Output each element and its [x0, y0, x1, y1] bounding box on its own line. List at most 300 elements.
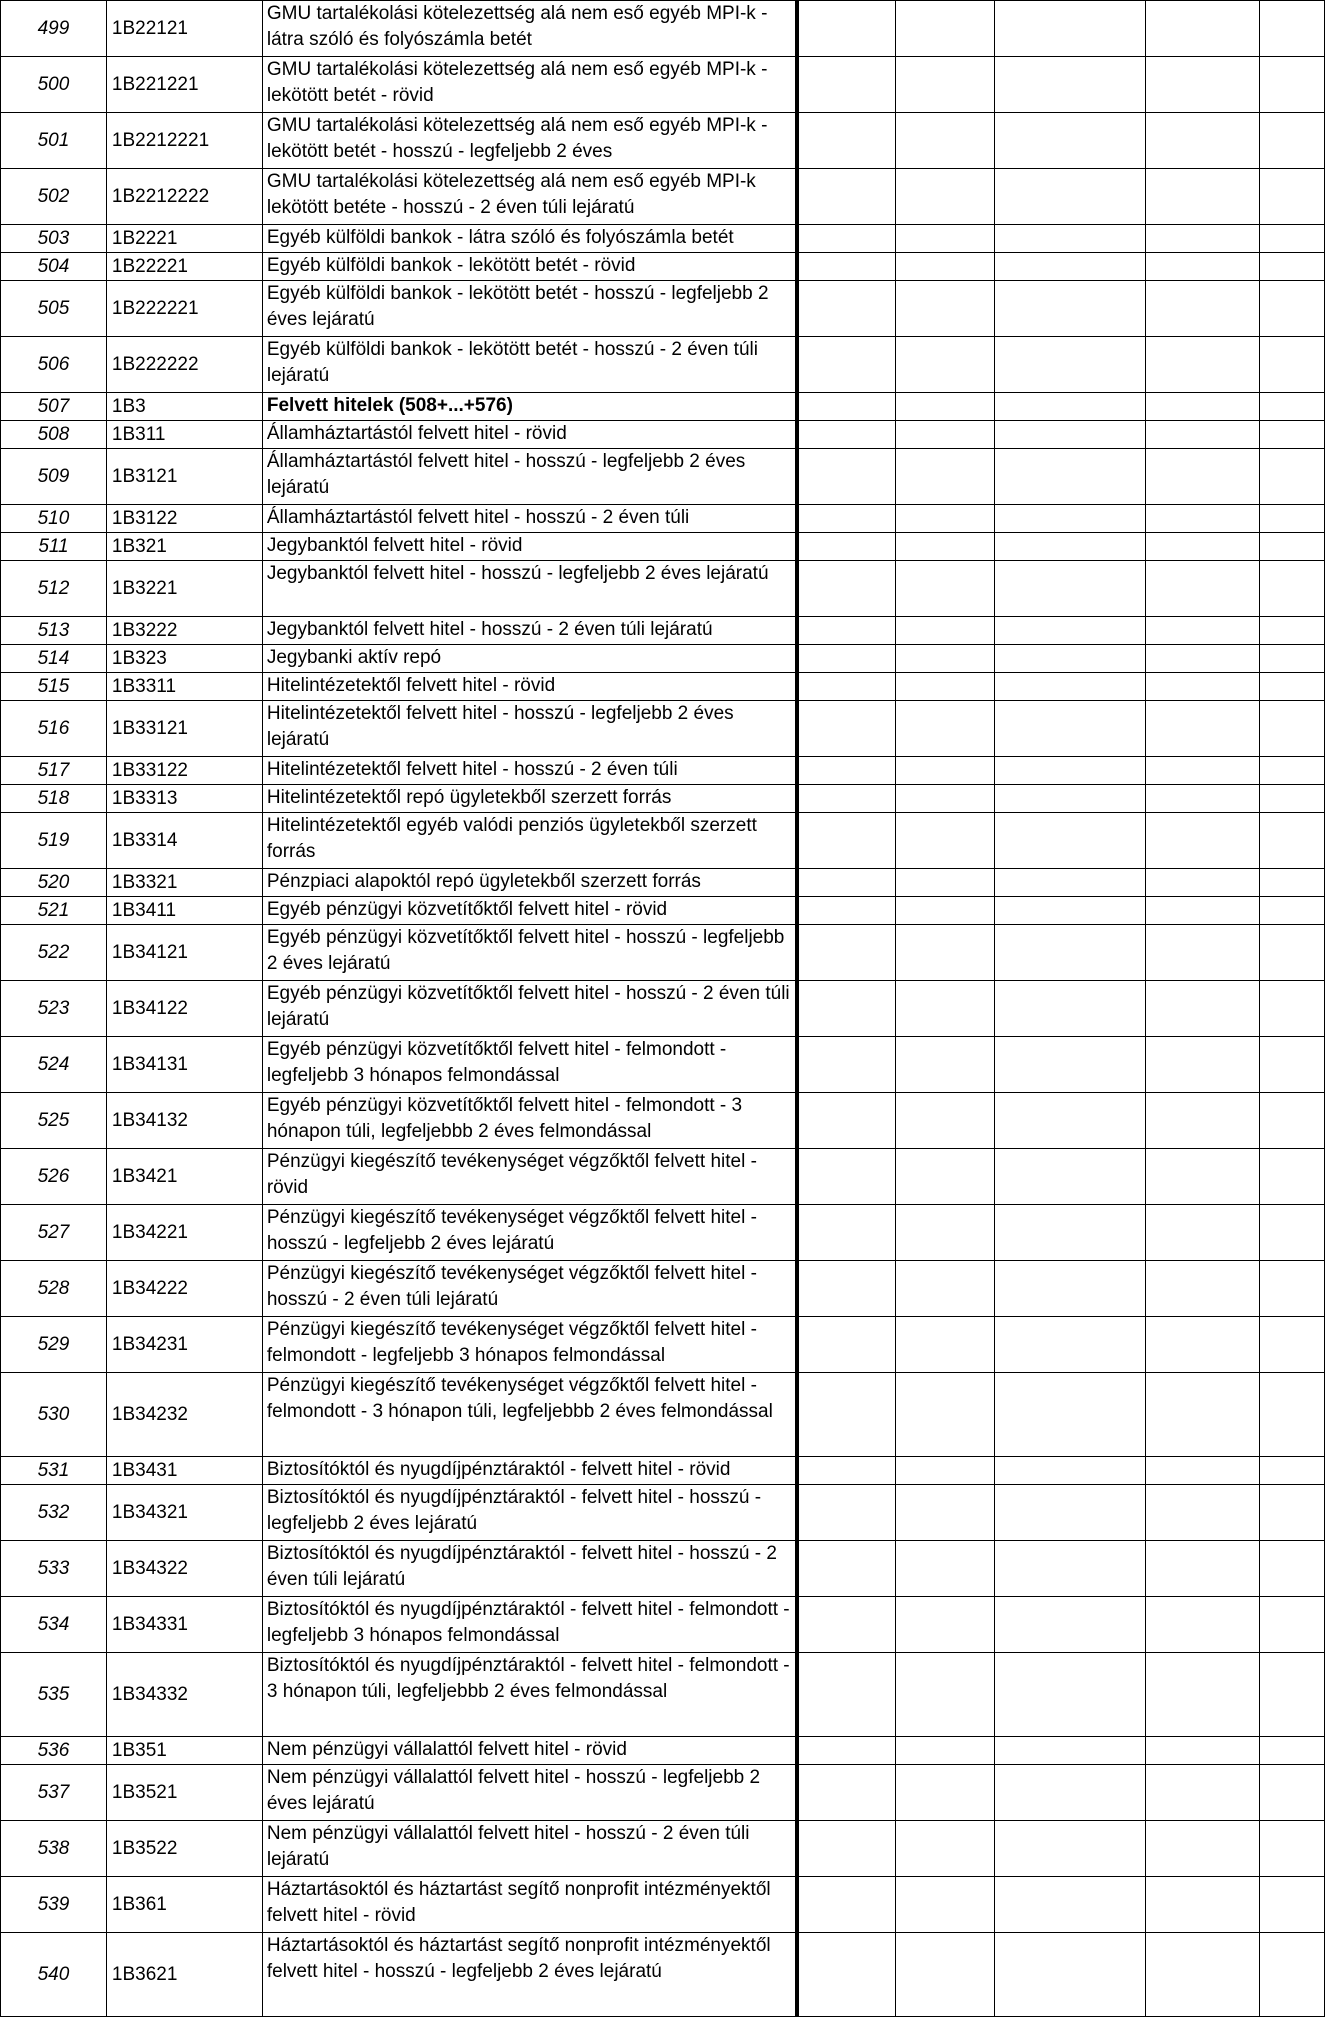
row-description: GMU tartalékolási kötelezettség alá nem eső egyéb MPI-k - lekötött betét - hosszú - legfeljebb 2 éves [262, 113, 797, 169]
row-number: 515 [1, 673, 107, 701]
row-number: 533 [1, 1541, 107, 1597]
table-row [1, 1765, 1325, 1821]
account-code: 1B34221 [106, 1205, 262, 1261]
row-description: Háztartásoktól és háztartást segítő nonprofit intézményektől felvett hitel - rövid [262, 1877, 797, 1933]
row-number: 537 [1, 1765, 107, 1821]
value-cell [1260, 1, 1325, 57]
value-cell [896, 673, 995, 701]
account-code: 1B3411 [106, 897, 262, 925]
value-cell [1146, 1373, 1260, 1457]
value-cell [1260, 449, 1325, 505]
value-cell [1146, 1093, 1260, 1149]
value-cell [995, 561, 1146, 617]
row-number: 506 [1, 337, 107, 393]
account-code: 1B22121 [106, 1, 262, 57]
value-cell [995, 253, 1146, 281]
row-number: 519 [1, 813, 107, 869]
value-cell [1146, 1037, 1260, 1093]
account-code: 1B3222 [106, 617, 262, 645]
value-cell [1146, 169, 1260, 225]
value-cell [797, 1821, 896, 1877]
row-description: Jegybanktól felvett hitel - rövid [262, 533, 797, 561]
value-cell [1260, 757, 1325, 785]
value-cell [797, 617, 896, 645]
table-row [1, 1149, 1325, 1205]
value-cell [995, 337, 1146, 393]
table-row [1, 617, 1325, 645]
value-cell [1146, 1205, 1260, 1261]
value-cell [896, 1261, 995, 1317]
value-cell [1146, 785, 1260, 813]
row-number: 521 [1, 897, 107, 925]
value-cell [995, 1149, 1146, 1205]
value-cell [995, 1317, 1146, 1373]
table-row [1, 1653, 1325, 1737]
value-cell [896, 1093, 995, 1149]
value-cell [896, 1317, 995, 1373]
value-cell [995, 869, 1146, 897]
value-cell [1146, 1597, 1260, 1653]
row-description: Pénzügyi kiegészítő tevékenységet végzőktől felvett hitel - felmondott - legfeljebb 3 hónapos felmondással [262, 1317, 797, 1373]
row-number: 501 [1, 113, 107, 169]
account-code: 1B34132 [106, 1093, 262, 1149]
value-cell [995, 1037, 1146, 1093]
table-row [1, 1, 1325, 57]
account-code: 1B2212221 [106, 113, 262, 169]
value-cell [1260, 533, 1325, 561]
value-cell [1260, 1765, 1325, 1821]
value-cell [896, 1149, 995, 1205]
row-description: Háztartásoktól és háztartást segítő nonprofit intézményektől felvett hitel - hosszú - legfeljebb 2 éves lejáratú [262, 1933, 797, 2017]
account-code: 1B221221 [106, 57, 262, 113]
row-number: 523 [1, 981, 107, 1037]
account-code: 1B3314 [106, 813, 262, 869]
value-cell [797, 897, 896, 925]
account-code: 1B2212222 [106, 169, 262, 225]
value-cell [1260, 1261, 1325, 1317]
table-body [1, 1, 1325, 2017]
row-description: Egyéb pénzügyi közvetítőktől felvett hitel - hosszú - 2 éven túli lejáratú [262, 981, 797, 1037]
row-description: Államháztartástól felvett hitel - hosszú - legfeljebb 2 éves lejáratú [262, 449, 797, 505]
account-code: 1B3431 [106, 1457, 262, 1485]
value-cell [1260, 337, 1325, 393]
value-cell [1260, 1877, 1325, 1933]
value-cell [1260, 561, 1325, 617]
value-cell [896, 421, 995, 449]
value-cell [1260, 925, 1325, 981]
value-cell [797, 1597, 896, 1653]
row-number: 530 [1, 1373, 107, 1457]
value-cell [797, 1093, 896, 1149]
row-description: Jegybanki aktív repó [262, 645, 797, 673]
row-number: 505 [1, 281, 107, 337]
value-cell [896, 1737, 995, 1765]
account-code: 1B2221 [106, 225, 262, 253]
value-cell [1146, 701, 1260, 757]
value-cell [1146, 673, 1260, 701]
table-row [1, 1373, 1325, 1457]
row-description: Nem pénzügyi vállalattól felvett hitel - rövid [262, 1737, 797, 1765]
value-cell [1260, 1457, 1325, 1485]
account-code: 1B321 [106, 533, 262, 561]
value-cell [896, 1485, 995, 1541]
value-cell [797, 673, 896, 701]
table-row [1, 1205, 1325, 1261]
value-cell [1260, 421, 1325, 449]
table-row [1, 225, 1325, 253]
value-cell [995, 701, 1146, 757]
row-number: 512 [1, 561, 107, 617]
value-cell [995, 813, 1146, 869]
value-cell [797, 421, 896, 449]
row-number: 540 [1, 1933, 107, 2017]
value-cell [995, 673, 1146, 701]
value-cell [797, 1485, 896, 1541]
value-cell [896, 701, 995, 757]
value-cell [995, 1597, 1146, 1653]
row-number: 525 [1, 1093, 107, 1149]
value-cell [995, 981, 1146, 1037]
account-code: 1B3311 [106, 673, 262, 701]
value-cell [1260, 673, 1325, 701]
value-cell [896, 981, 995, 1037]
value-cell [797, 869, 896, 897]
row-number: 511 [1, 533, 107, 561]
table-row [1, 1737, 1325, 1765]
row-description: Hitelintézetektől felvett hitel - hosszú - legfeljebb 2 éves lejáratú [262, 701, 797, 757]
row-description: Jegybanktól felvett hitel - hosszú - legfeljebb 2 éves lejáratú [262, 561, 797, 617]
value-cell [995, 1373, 1146, 1457]
account-code: 1B222221 [106, 281, 262, 337]
table-row [1, 645, 1325, 673]
value-cell [1146, 533, 1260, 561]
value-cell [1260, 897, 1325, 925]
value-cell [995, 533, 1146, 561]
row-number: 528 [1, 1261, 107, 1317]
account-code: 1B33121 [106, 701, 262, 757]
value-cell [797, 785, 896, 813]
value-cell [797, 1877, 896, 1933]
value-cell [896, 897, 995, 925]
account-code: 1B3522 [106, 1821, 262, 1877]
value-cell [797, 1317, 896, 1373]
table-row [1, 1541, 1325, 1597]
value-cell [1260, 813, 1325, 869]
value-cell [1260, 1037, 1325, 1093]
value-cell [1260, 281, 1325, 337]
value-cell [1146, 1821, 1260, 1877]
value-cell [896, 1933, 995, 2017]
table-row [1, 701, 1325, 757]
row-description: Pénzügyi kiegészítő tevékenységet végzőktől felvett hitel - rövid [262, 1149, 797, 1205]
row-description: Felvett hitelek (508+...+576) [262, 393, 797, 421]
table-row [1, 337, 1325, 393]
value-cell [1260, 1597, 1325, 1653]
value-cell [1260, 505, 1325, 533]
value-cell [797, 253, 896, 281]
value-cell [1146, 1457, 1260, 1485]
account-code: 1B351 [106, 1737, 262, 1765]
account-code: 1B323 [106, 645, 262, 673]
account-code: 1B34232 [106, 1373, 262, 1457]
row-description: Egyéb pénzügyi közvetítőktől felvett hitel - rövid [262, 897, 797, 925]
row-description: Hitelintézetektől repó ügyletekből szerzett forrás [262, 785, 797, 813]
table-row [1, 393, 1325, 421]
table-row [1, 981, 1325, 1037]
row-number: 527 [1, 1205, 107, 1261]
value-cell [1146, 869, 1260, 897]
value-cell [1146, 1485, 1260, 1541]
value-cell [1260, 1933, 1325, 2017]
table-row [1, 897, 1325, 925]
value-cell [797, 1653, 896, 1737]
value-cell [995, 785, 1146, 813]
value-cell [896, 449, 995, 505]
account-code: 1B3313 [106, 785, 262, 813]
value-cell [995, 57, 1146, 113]
table-row [1, 561, 1325, 617]
value-cell [1260, 393, 1325, 421]
row-description: Biztosítóktól és nyugdíjpénztáraktól - felvett hitel - hosszú - 2 éven túli lejáratú [262, 1541, 797, 1597]
value-cell [1146, 253, 1260, 281]
value-cell [1146, 505, 1260, 533]
account-code: 1B34131 [106, 1037, 262, 1093]
value-cell [1146, 1877, 1260, 1933]
value-cell [1146, 1541, 1260, 1597]
value-cell [1260, 1541, 1325, 1597]
table-row [1, 505, 1325, 533]
value-cell [1146, 925, 1260, 981]
value-cell [1146, 561, 1260, 617]
value-cell [995, 925, 1146, 981]
row-number: 507 [1, 393, 107, 421]
value-cell [1146, 225, 1260, 253]
value-cell [995, 1541, 1146, 1597]
row-description: Államháztartástól felvett hitel - hosszú - 2 éven túli [262, 505, 797, 533]
table-row [1, 533, 1325, 561]
table-row [1, 1933, 1325, 2017]
row-number: 508 [1, 421, 107, 449]
value-cell [896, 645, 995, 673]
table-row [1, 1093, 1325, 1149]
row-description: Pénzpiaci alapoktól repó ügyletekből szerzett forrás [262, 869, 797, 897]
value-cell [1260, 169, 1325, 225]
value-cell [995, 1737, 1146, 1765]
value-cell [1146, 113, 1260, 169]
value-cell [1146, 421, 1260, 449]
value-cell [995, 1877, 1146, 1933]
value-cell [896, 1541, 995, 1597]
value-cell [797, 1541, 896, 1597]
value-cell [797, 925, 896, 981]
row-description: GMU tartalékolási kötelezettség alá nem eső egyéb MPI-k lekötött betéte - hosszú - 2 éven túli lejáratú [262, 169, 797, 225]
account-code: 1B3321 [106, 869, 262, 897]
row-number: 526 [1, 1149, 107, 1205]
account-code: 1B34322 [106, 1541, 262, 1597]
account-code: 1B3 [106, 393, 262, 421]
row-number: 503 [1, 225, 107, 253]
value-cell [797, 281, 896, 337]
value-cell [1260, 57, 1325, 113]
value-cell [1146, 337, 1260, 393]
value-cell [1146, 757, 1260, 785]
table-row [1, 869, 1325, 897]
value-cell [995, 1765, 1146, 1821]
row-description: Egyéb külföldi bankok - lekötött betét - hosszú - legfeljebb 2 éves lejáratú [262, 281, 797, 337]
table-row [1, 1597, 1325, 1653]
value-cell [995, 1, 1146, 57]
row-number: 535 [1, 1653, 107, 1737]
account-code: 1B361 [106, 1877, 262, 1933]
value-cell [1260, 113, 1325, 169]
row-description: Nem pénzügyi vállalattól felvett hitel - hosszú - legfeljebb 2 éves lejáratú [262, 1765, 797, 1821]
value-cell [1260, 785, 1325, 813]
value-cell [797, 225, 896, 253]
table-row [1, 757, 1325, 785]
value-cell [797, 1149, 896, 1205]
row-number: 514 [1, 645, 107, 673]
account-code: 1B3221 [106, 561, 262, 617]
row-description: Egyéb külföldi bankok - lekötött betét - rövid [262, 253, 797, 281]
value-cell [896, 505, 995, 533]
value-cell [797, 813, 896, 869]
row-number: 531 [1, 1457, 107, 1485]
value-cell [995, 169, 1146, 225]
value-cell [995, 393, 1146, 421]
row-description: Biztosítóktól és nyugdíjpénztáraktól - felvett hitel - hosszú - legfeljebb 2 éves lejáratú [262, 1485, 797, 1541]
row-number: 539 [1, 1877, 107, 1933]
value-cell [797, 981, 896, 1037]
value-cell [1260, 1317, 1325, 1373]
row-description: Egyéb pénzügyi közvetítőktől felvett hitel - hosszú - legfeljebb 2 éves lejáratú [262, 925, 797, 981]
row-number: 536 [1, 1737, 107, 1765]
value-cell [797, 645, 896, 673]
value-cell [797, 1261, 896, 1317]
value-cell [896, 925, 995, 981]
account-code: 1B34331 [106, 1597, 262, 1653]
table-row [1, 1485, 1325, 1541]
table-row [1, 673, 1325, 701]
row-description: Biztosítóktól és nyugdíjpénztáraktól - felvett hitel - rövid [262, 1457, 797, 1485]
row-description: Egyéb külföldi bankok - látra szóló és folyószámla betét [262, 225, 797, 253]
row-description: Hitelintézetektől felvett hitel - rövid [262, 673, 797, 701]
value-cell [797, 561, 896, 617]
row-number: 517 [1, 757, 107, 785]
value-cell [995, 1093, 1146, 1149]
row-description: Pénzügyi kiegészítő tevékenységet végzőktől felvett hitel - hosszú - 2 éven túli lejáratú [262, 1261, 797, 1317]
row-number: 510 [1, 505, 107, 533]
value-cell [995, 645, 1146, 673]
table-row [1, 1261, 1325, 1317]
row-number: 532 [1, 1485, 107, 1541]
account-code: 1B34321 [106, 1485, 262, 1541]
value-cell [995, 757, 1146, 785]
value-cell [896, 1597, 995, 1653]
value-cell [896, 281, 995, 337]
account-code: 1B3521 [106, 1765, 262, 1821]
value-cell [1260, 701, 1325, 757]
value-cell [896, 169, 995, 225]
value-cell [1260, 1149, 1325, 1205]
value-cell [896, 813, 995, 869]
row-description: Pénzügyi kiegészítő tevékenységet végzőktől felvett hitel - felmondott - 3 hónapon túli, legfeljebbb 2 éves felmondással [262, 1373, 797, 1457]
value-cell [1146, 57, 1260, 113]
value-cell [1146, 813, 1260, 869]
value-cell [896, 1205, 995, 1261]
value-cell [1260, 1093, 1325, 1149]
row-description: Hitelintézetektől egyéb valódi penziós ügyletekből szerzett forrás [262, 813, 797, 869]
row-description: Hitelintézetektől felvett hitel - hosszú - 2 éven túli [262, 757, 797, 785]
value-cell [995, 1485, 1146, 1541]
value-cell [1146, 1261, 1260, 1317]
value-cell [995, 113, 1146, 169]
row-description: Egyéb pénzügyi közvetítőktől felvett hitel - felmondott - 3 hónapon túli, legfeljebbb 2 éves felmondással [262, 1093, 797, 1149]
value-cell [995, 1457, 1146, 1485]
value-cell [995, 421, 1146, 449]
row-description: Egyéb külföldi bankok - lekötött betét - hosszú - 2 éven túli lejáratú [262, 337, 797, 393]
value-cell [1260, 1653, 1325, 1737]
value-cell [896, 113, 995, 169]
row-number: 516 [1, 701, 107, 757]
value-cell [1260, 869, 1325, 897]
value-cell [1146, 1765, 1260, 1821]
value-cell [1260, 1373, 1325, 1457]
value-cell [1146, 1, 1260, 57]
table-row [1, 813, 1325, 869]
row-number: 538 [1, 1821, 107, 1877]
value-cell [995, 1933, 1146, 2017]
value-cell [1146, 1933, 1260, 2017]
row-number: 509 [1, 449, 107, 505]
account-code: 1B3121 [106, 449, 262, 505]
value-cell [1146, 393, 1260, 421]
table-row [1, 1317, 1325, 1373]
row-description: Biztosítóktól és nyugdíjpénztáraktól - felvett hitel - felmondott - 3 hónapon túli, legfeljebbb 2 éves felmondással [262, 1653, 797, 1737]
value-cell [797, 533, 896, 561]
value-cell [1260, 1821, 1325, 1877]
value-cell [995, 225, 1146, 253]
value-cell [1146, 1737, 1260, 1765]
value-cell [995, 897, 1146, 925]
value-cell [1146, 1653, 1260, 1737]
value-cell [1146, 1317, 1260, 1373]
value-cell [995, 505, 1146, 533]
table-row [1, 169, 1325, 225]
value-cell [1260, 225, 1325, 253]
account-code: 1B3621 [106, 1933, 262, 2017]
value-cell [995, 617, 1146, 645]
value-cell [797, 1, 896, 57]
table-row [1, 1037, 1325, 1093]
table-row [1, 421, 1325, 449]
value-cell [995, 1261, 1146, 1317]
value-cell [995, 1205, 1146, 1261]
value-cell [797, 113, 896, 169]
table-row [1, 281, 1325, 337]
row-description: Államháztartástól felvett hitel - rövid [262, 421, 797, 449]
row-number: 534 [1, 1597, 107, 1653]
value-cell [797, 505, 896, 533]
table-row [1, 1877, 1325, 1933]
row-number: 502 [1, 169, 107, 225]
account-code: 1B22221 [106, 253, 262, 281]
row-number: 500 [1, 57, 107, 113]
value-cell [797, 337, 896, 393]
account-code: 1B222222 [106, 337, 262, 393]
value-cell [797, 449, 896, 505]
row-number: 529 [1, 1317, 107, 1373]
value-cell [896, 1373, 995, 1457]
